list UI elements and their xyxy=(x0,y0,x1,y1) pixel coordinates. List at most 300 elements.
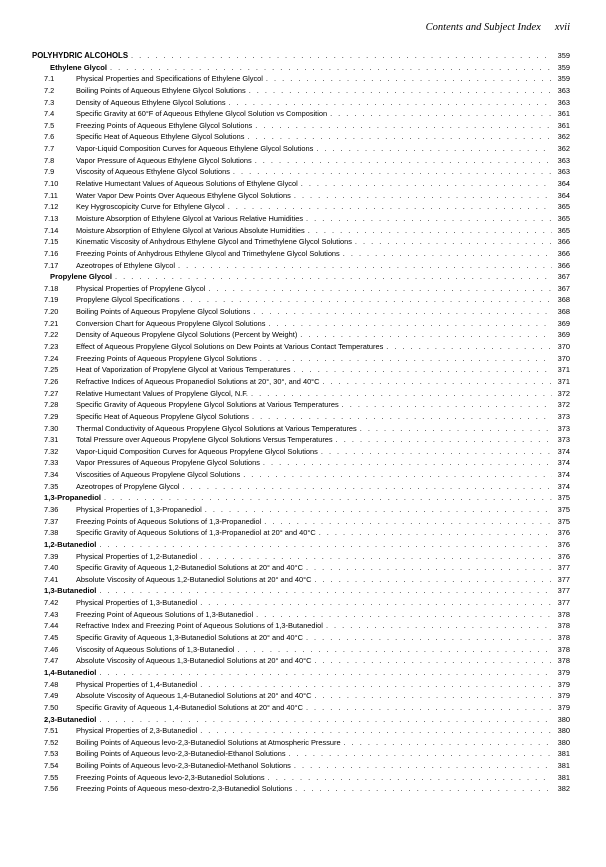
toc-entry xyxy=(32,748,570,760)
dot-leader xyxy=(99,667,552,679)
toc-entry-number: 7.36 xyxy=(44,504,59,514)
toc-page-number: 381 xyxy=(557,772,570,782)
toc-page-number: 381 xyxy=(557,761,570,771)
dot-leader xyxy=(255,155,552,167)
toc-entry-title: Viscosity of Aqueous Ethylene Glycol Solutions xyxy=(76,167,230,177)
toc-entry xyxy=(32,772,570,784)
toc-page-number: 375 xyxy=(557,493,570,503)
toc-page-number: 364 xyxy=(557,190,570,200)
toc-entry-title: Refractive Index and Freezing Point of Aqueous Solutions of 1,3-Butanediol xyxy=(76,621,323,631)
toc-page-number: 378 xyxy=(557,656,570,666)
toc-page-number: 378 xyxy=(557,621,570,631)
dot-leader xyxy=(322,376,552,388)
toc-entry-title: Vapor Pressure of Aqueous Ethylene Glycol Solutions xyxy=(76,155,252,165)
toc-entry-title: 1,3-Propanediol xyxy=(44,493,101,503)
dot-leader xyxy=(200,725,552,737)
toc-entry xyxy=(32,679,570,691)
toc-entry xyxy=(32,574,570,586)
toc-entry xyxy=(32,469,570,481)
toc-page-number: 368 xyxy=(557,307,570,317)
toc-entry-number: 7.54 xyxy=(44,761,59,771)
dot-leader xyxy=(205,504,552,516)
toc-entry-title: Physical Properties of Propylene Glycol xyxy=(76,283,206,293)
dot-leader xyxy=(326,620,552,632)
toc-page-number: 378 xyxy=(557,609,570,619)
toc-entry xyxy=(32,341,570,353)
dot-leader xyxy=(247,131,552,143)
toc-entry-number: 7.41 xyxy=(44,574,59,584)
toc-page-number: 371 xyxy=(557,376,570,386)
toc-entry-title: Specific Gravity of Aqueous Propylene Glycol Solutions at Various Temperatures xyxy=(76,400,339,410)
toc-entry-title: Boiling Points of Aqueous Propylene Glycol Solutions xyxy=(76,307,251,317)
toc-entry xyxy=(32,329,570,341)
toc-section-heading xyxy=(32,50,570,62)
toc-entry-number: 7.38 xyxy=(44,528,59,538)
toc-entry-number: 7.13 xyxy=(44,213,59,223)
toc-page-number: 375 xyxy=(557,504,570,514)
toc-page-number: 366 xyxy=(557,237,570,247)
toc-entry xyxy=(32,131,570,143)
toc-entry xyxy=(32,562,570,574)
toc-entry xyxy=(32,423,570,435)
toc-entry-title: Azeotropes of Propylene Glycol xyxy=(76,481,180,491)
toc-page-number: 381 xyxy=(557,749,570,759)
toc-entry xyxy=(32,737,570,749)
dot-leader xyxy=(330,108,552,120)
toc-entry xyxy=(32,260,570,272)
toc-entry-number: 7.22 xyxy=(44,330,59,340)
dot-leader xyxy=(110,62,552,74)
dot-leader xyxy=(355,236,552,248)
dot-leader xyxy=(99,714,552,726)
toc-entry xyxy=(32,283,570,295)
toc-entry xyxy=(32,527,570,539)
toc-page-number: 367 xyxy=(557,283,570,293)
toc-entry-title: Moisture Absorption of Ethylene Glycol at Various Absolute Humidities xyxy=(76,225,305,235)
toc-category-heading xyxy=(32,271,570,283)
toc-entry-number: 7.35 xyxy=(44,481,59,491)
toc-page-number: 367 xyxy=(557,272,570,282)
toc-entry xyxy=(32,201,570,213)
dot-leader xyxy=(256,609,552,621)
toc-entry-title: Physical Properties of 1,4-Butanediol xyxy=(76,679,198,689)
toc-entry xyxy=(32,690,570,702)
dot-leader xyxy=(314,690,552,702)
dot-leader xyxy=(386,341,552,353)
toc-entry-title: Key Hygroscopicity Curve for Ethylene Glycol xyxy=(76,202,225,212)
toc-entry-title: Specific Heat of Aqueous Propylene Glycol Solutions xyxy=(76,411,249,421)
dot-leader xyxy=(99,539,552,551)
toc-entry-number: 7.30 xyxy=(44,423,59,433)
dot-leader xyxy=(306,702,552,714)
dot-leader xyxy=(360,423,552,435)
toc-entry-number: 7.25 xyxy=(44,365,59,375)
toc-entry-number: 7.43 xyxy=(44,609,59,619)
toc-entry-title: Vapor Pressures of Aqueous Propylene Glycol Solutions xyxy=(76,458,260,468)
toc-category-heading xyxy=(32,62,570,74)
toc-entry xyxy=(32,155,570,167)
toc-entry-number: 7.21 xyxy=(44,318,59,328)
toc-entry-number: 7.49 xyxy=(44,691,59,701)
dot-leader xyxy=(237,644,552,656)
toc-page-number: 379 xyxy=(557,679,570,689)
toc-entry-title: Density of Aqueous Propylene Glycol Solutions (Percent by Weight) xyxy=(76,330,298,340)
table-of-contents xyxy=(32,50,570,795)
toc-entry xyxy=(32,143,570,155)
toc-entry xyxy=(32,364,570,376)
toc-page-number: 374 xyxy=(557,481,570,491)
toc-page-number: 378 xyxy=(557,644,570,654)
toc-page-number: 372 xyxy=(557,388,570,398)
toc-entry-number: 7.17 xyxy=(44,260,59,270)
dot-leader xyxy=(301,178,552,190)
toc-entry xyxy=(32,166,570,178)
toc-page-number: 366 xyxy=(557,260,570,270)
toc-entry-title: Water Vapor Dew Points Over Aqueous Ethylene Glycol Solutions xyxy=(76,190,291,200)
toc-entry-title: POLYHYDRIC ALCOHOLS xyxy=(32,51,129,60)
toc-entry-number: 7.15 xyxy=(44,237,59,247)
toc-page-number: 373 xyxy=(557,423,570,433)
toc-entry-number: 7.56 xyxy=(44,784,59,794)
toc-entry-title: Freezing Point of Aqueous Solutions of 1,3-Butanediol xyxy=(76,609,254,619)
toc-entry xyxy=(32,655,570,667)
running-header xyxy=(426,22,570,33)
toc-page-number: 374 xyxy=(557,470,570,480)
toc-entry xyxy=(32,225,570,237)
toc-entry-number: 7.45 xyxy=(44,633,59,643)
toc-entry-title: Physical Properties of 1,3-Butanediol xyxy=(76,598,198,608)
toc-page-number: 361 xyxy=(557,120,570,130)
toc-entry xyxy=(32,609,570,621)
toc-entry-title: Relative Humectant Values of Aqueous Solutions of Ethylene Glycol xyxy=(76,179,298,189)
toc-entry-title: Density of Aqueous Ethylene Glycol Solutions xyxy=(76,97,226,107)
toc-entry-number: 7.34 xyxy=(44,470,59,480)
toc-page-number: 373 xyxy=(557,411,570,421)
toc-entry-number: 7.19 xyxy=(44,295,59,305)
toc-category-heading xyxy=(32,492,570,504)
toc-page-number: 362 xyxy=(557,132,570,142)
toc-entry-title: Relative Humectant Values of Propylene Glycol, N.F. xyxy=(76,388,248,398)
toc-entry-title: Propylene Glycol Specifications xyxy=(76,295,180,305)
toc-entry-title: Moisture Absorption of Ethylene Glycol at Various Relative Humidities xyxy=(76,213,304,223)
dot-leader xyxy=(306,213,552,225)
dot-leader xyxy=(344,737,552,749)
toc-entry-number: 7.53 xyxy=(44,749,59,759)
toc-page-number: 362 xyxy=(557,144,570,154)
toc-category-heading xyxy=(32,585,570,597)
toc-entry-title: Viscosity of Aqueous Solutions of 1,3-Butanediol xyxy=(76,644,235,654)
toc-entry xyxy=(32,481,570,493)
toc-entry-title: Azeotropes of Ethylene Glycol xyxy=(76,260,176,270)
dot-leader xyxy=(251,388,552,400)
toc-entry-number: 7.42 xyxy=(44,598,59,608)
dot-leader xyxy=(308,225,552,237)
dot-leader xyxy=(260,353,552,365)
toc-entry-title: 2,3-Butanediol xyxy=(44,714,97,724)
toc-entry-title: Effect of Aqueous Propylene Glycol Solutions on Dew Points at Various Contact Temperatures xyxy=(76,342,384,352)
dot-leader xyxy=(264,516,552,528)
dot-leader xyxy=(268,772,552,784)
toc-entry-number: 7.4 xyxy=(44,109,55,119)
toc-entry xyxy=(32,551,570,563)
toc-entry-title: Specific Gravity at 60°F of Aqueous Ethylene Glycol Solution vs Composition xyxy=(76,109,328,119)
toc-page-number: 359 xyxy=(557,51,570,60)
toc-page-number: 363 xyxy=(557,97,570,107)
toc-page-number: 369 xyxy=(557,330,570,340)
toc-entry-title: Physical Properties and Specifications of Ethylene Glycol xyxy=(76,74,263,84)
toc-entry-title: Absolute Viscosity of Aqueous 1,2-Butanediol Solutions at 20° and 40°C xyxy=(76,574,312,584)
toc-entry xyxy=(32,353,570,365)
dot-leader xyxy=(228,201,552,213)
toc-entry-number: 7.5 xyxy=(44,120,55,130)
toc-entry xyxy=(32,597,570,609)
toc-page-number: 365 xyxy=(557,213,570,223)
toc-entry xyxy=(32,248,570,260)
toc-entry xyxy=(32,318,570,330)
toc-entry-number: 7.14 xyxy=(44,225,59,235)
toc-entry-title: Conversion Chart for Aqueous Propylene Glycol Solutions xyxy=(76,318,266,328)
toc-entry-number: 7.33 xyxy=(44,458,59,468)
dot-leader xyxy=(183,481,552,493)
toc-entry-number: 7.6 xyxy=(44,132,55,142)
toc-page-number: 359 xyxy=(557,62,570,72)
toc-entry xyxy=(32,213,570,225)
toc-entry xyxy=(32,97,570,109)
toc-page-number: 370 xyxy=(557,342,570,352)
toc-entry-title: Freezing Points of Aqueous Ethylene Glycol Solutions xyxy=(76,120,253,130)
toc-entry-number: 7.26 xyxy=(44,376,59,386)
toc-entry-title: Freezing Points of Anhydrous Ethylene Glycol and Trimethylene Glycol Solutions xyxy=(76,248,340,258)
toc-page-number: 376 xyxy=(557,551,570,561)
toc-entry-number: 7.8 xyxy=(44,155,55,165)
dot-leader xyxy=(306,562,552,574)
toc-entry-number: 7.24 xyxy=(44,353,59,363)
toc-entry-number: 7.50 xyxy=(44,702,59,712)
dot-leader xyxy=(336,434,552,446)
dot-leader xyxy=(104,492,552,504)
toc-page-number: 374 xyxy=(557,458,570,468)
toc-entry xyxy=(32,120,570,132)
toc-page-number: 380 xyxy=(557,726,570,736)
toc-page-number: 370 xyxy=(557,353,570,363)
toc-category-heading xyxy=(32,667,570,679)
dot-leader xyxy=(200,679,552,691)
dot-leader xyxy=(115,271,552,283)
toc-entry-title: Heat of Vaporization of Propylene Glycol at Various Temperatures xyxy=(76,365,291,375)
dot-leader xyxy=(306,632,552,644)
toc-page-number: 365 xyxy=(557,202,570,212)
toc-entry xyxy=(32,620,570,632)
toc-entry-title: Boiling Points of Aqueous levo-2,3-Butanediol Solutions at Atmospheric Pressure xyxy=(76,737,341,747)
dot-leader xyxy=(266,73,552,85)
dot-leader xyxy=(319,527,552,539)
toc-entry-title: Boiling Points of Aqueous Ethylene Glycol Solutions xyxy=(76,85,246,95)
dot-leader xyxy=(183,294,552,306)
toc-entry-number: 7.31 xyxy=(44,435,59,445)
dot-leader xyxy=(249,85,552,97)
toc-entry-title: Boiling Points of Aqueous levo-2,3-Butanediol-Ethanol Solutions xyxy=(76,749,286,759)
toc-entry xyxy=(32,760,570,772)
toc-page-number: 365 xyxy=(557,225,570,235)
toc-entry-title: Vapor-Liquid Composition Curves for Aqueous Propylene Glycol Solutions xyxy=(76,446,318,456)
toc-page-number: 361 xyxy=(557,109,570,119)
toc-page-number: 368 xyxy=(557,295,570,305)
toc-entry-number: 7.12 xyxy=(44,202,59,212)
toc-entry-number: 7.40 xyxy=(44,563,59,573)
toc-entry-number: 7.37 xyxy=(44,516,59,526)
toc-entry-title: Absolute Viscosity of Aqueous 1,4-Butanediol Solutions at 20° and 40°C xyxy=(76,691,312,701)
toc-entry-number: 7.23 xyxy=(44,342,59,352)
toc-entry-number: 7.18 xyxy=(44,283,59,293)
toc-entry-number: 7.55 xyxy=(44,772,59,782)
toc-entry-number: 7.27 xyxy=(44,388,59,398)
toc-entry-title: Boiling Points of Aqueous levo-2,3-Butanediol-Methanol Solutions xyxy=(76,761,291,771)
dot-leader xyxy=(99,585,552,597)
toc-entry-number: 7.47 xyxy=(44,656,59,666)
toc-entry-title: Propylene Glycol xyxy=(50,272,113,282)
dot-leader xyxy=(263,457,552,469)
toc-entry-title: Freezing Points of Aqueous levo-2,3-Butanediol Solutions xyxy=(76,772,265,782)
dot-leader xyxy=(229,97,552,109)
toc-entry-number: 7.39 xyxy=(44,551,59,561)
toc-entry xyxy=(32,446,570,458)
toc-entry xyxy=(32,190,570,202)
toc-entry xyxy=(32,73,570,85)
toc-page-number: 379 xyxy=(557,667,570,677)
toc-page-number: 373 xyxy=(557,435,570,445)
toc-page-number: 377 xyxy=(557,563,570,573)
dot-leader xyxy=(178,260,552,272)
toc-entry-number: 7.32 xyxy=(44,446,59,456)
dot-leader xyxy=(342,399,552,411)
toc-page-number: 379 xyxy=(557,702,570,712)
toc-entry xyxy=(32,388,570,400)
toc-page-number: 376 xyxy=(557,539,570,549)
toc-page-number: 380 xyxy=(557,714,570,724)
toc-category-heading xyxy=(32,539,570,551)
toc-entry-number: 7.20 xyxy=(44,307,59,317)
toc-page-number: 369 xyxy=(557,318,570,328)
toc-entry-title: Thermal Conductivity of Aqueous Propylene Glycol Solutions at Various Temperatures xyxy=(76,423,357,433)
toc-entry-title: Total Pressure over Aqueous Propylene Glycol Solutions Versus Temperatures xyxy=(76,435,333,445)
header-page-numeral: xvii xyxy=(554,22,570,33)
toc-entry xyxy=(32,783,570,795)
toc-entry-number: 7.44 xyxy=(44,621,59,631)
toc-entry-number: 7.1 xyxy=(44,74,55,84)
toc-entry-title: Kinematic Viscosity of Anhydrous Ethylene Glycol and Trimethylene Glycol Solutions xyxy=(76,237,352,247)
toc-entry-number: 7.46 xyxy=(44,644,59,654)
dot-leader xyxy=(293,364,552,376)
dot-leader xyxy=(253,306,552,318)
toc-entry-title: Vapor-Liquid Composition Curves for Aqueous Ethylene Glycol Solutions xyxy=(76,144,314,154)
dot-leader xyxy=(200,597,552,609)
toc-entry xyxy=(32,516,570,528)
toc-entry xyxy=(32,725,570,737)
dot-leader xyxy=(252,411,552,423)
toc-entry-title: Physical Properties of 1,3-Propanediol xyxy=(76,504,202,514)
toc-page-number: 366 xyxy=(557,248,570,258)
toc-entry-number: 7.29 xyxy=(44,411,59,421)
dot-leader xyxy=(289,748,552,760)
toc-entry-title: Physical Properties of 1,2-Butanediol xyxy=(76,551,198,561)
dot-leader xyxy=(233,166,552,178)
dot-leader xyxy=(321,446,552,458)
toc-page-number: 372 xyxy=(557,400,570,410)
toc-entry-title: Specific Gravity of Aqueous Solutions of 1,3-Propanediol at 20° and 40°C xyxy=(76,528,316,538)
toc-page-number: 378 xyxy=(557,633,570,643)
toc-entry-number: 7.3 xyxy=(44,97,55,107)
toc-entry xyxy=(32,434,570,446)
toc-entry xyxy=(32,457,570,469)
toc-entry xyxy=(32,108,570,120)
toc-entry-number: 7.28 xyxy=(44,400,59,410)
toc-entry-title: 1,4-Butanediol xyxy=(44,667,97,677)
toc-entry-number: 7.9 xyxy=(44,167,55,177)
toc-page-number: 377 xyxy=(557,598,570,608)
toc-entry-title: Absolute Viscosity of Aqueous 1,3-Butanediol Solutions at 20° and 40°C xyxy=(76,656,312,666)
dot-leader xyxy=(314,655,552,667)
toc-page-number: 374 xyxy=(557,446,570,456)
dot-leader xyxy=(343,248,552,260)
toc-entry-number: 7.52 xyxy=(44,737,59,747)
dot-leader xyxy=(200,551,552,563)
toc-entry-title: 1,2-Butanediol xyxy=(44,539,97,549)
dot-leader xyxy=(294,190,552,202)
toc-entry-title: 1,3-Butanediol xyxy=(44,586,97,596)
toc-entry-title: Ethylene Glycol xyxy=(50,62,107,72)
toc-page-number: 377 xyxy=(557,574,570,584)
toc-entry-title: Specific Gravity of Aqueous 1,3-Butanediol Solutions at 20° and 40°C xyxy=(76,633,303,643)
toc-entry-title: Freezing Points of Aqueous Propylene Glycol Solutions xyxy=(76,353,257,363)
toc-entry xyxy=(32,306,570,318)
toc-entry xyxy=(32,294,570,306)
toc-page-number: 379 xyxy=(557,691,570,701)
toc-entry-number: 7.7 xyxy=(44,144,55,154)
dot-leader xyxy=(314,574,552,586)
toc-entry-title: Physical Properties of 2,3-Butanediol xyxy=(76,726,198,736)
header-title: Contents and Subject Index xyxy=(425,22,541,33)
toc-page-number: 363 xyxy=(557,167,570,177)
toc-entry-title: Freezing Points of Aqueous meso-dextro-2,3-Butanediol Solutions xyxy=(76,784,293,794)
toc-page-number: 363 xyxy=(557,155,570,165)
toc-entry xyxy=(32,411,570,423)
toc-page-number: 375 xyxy=(557,516,570,526)
toc-entry-number: 7.2 xyxy=(44,85,55,95)
toc-entry-number: 7.11 xyxy=(44,190,58,200)
toc-entry-title: Viscosities of Aqueous Propylene Glycol Solutions xyxy=(76,470,241,480)
toc-entry xyxy=(32,85,570,97)
toc-page-number: 359 xyxy=(557,74,570,84)
toc-page-number: 363 xyxy=(557,85,570,95)
toc-entry-title: Freezing Points of Aqueous Solutions of 1,3-Propanediol xyxy=(76,516,262,526)
toc-entry-number: 7.10 xyxy=(44,179,59,189)
dot-leader xyxy=(255,120,552,132)
toc-page-number: 364 xyxy=(557,179,570,189)
toc-category-heading xyxy=(32,714,570,726)
toc-entry xyxy=(32,504,570,516)
dot-leader xyxy=(268,318,552,330)
toc-entry-title: Refractive Indices of Aqueous Propanediol Solutions at 20°, 30°, and 40°C xyxy=(76,376,320,386)
dot-leader xyxy=(300,329,552,341)
toc-entry-title: Specific Gravity of Aqueous 1,2-Butanediol Solutions at 20° and 40°C xyxy=(76,563,303,573)
toc-entry-number: 7.51 xyxy=(44,726,59,736)
toc-entry xyxy=(32,178,570,190)
dot-leader xyxy=(243,469,552,481)
dot-leader xyxy=(208,283,552,295)
toc-entry xyxy=(32,399,570,411)
toc-page-number: 371 xyxy=(557,365,570,375)
toc-entry-number: 7.48 xyxy=(44,679,59,689)
